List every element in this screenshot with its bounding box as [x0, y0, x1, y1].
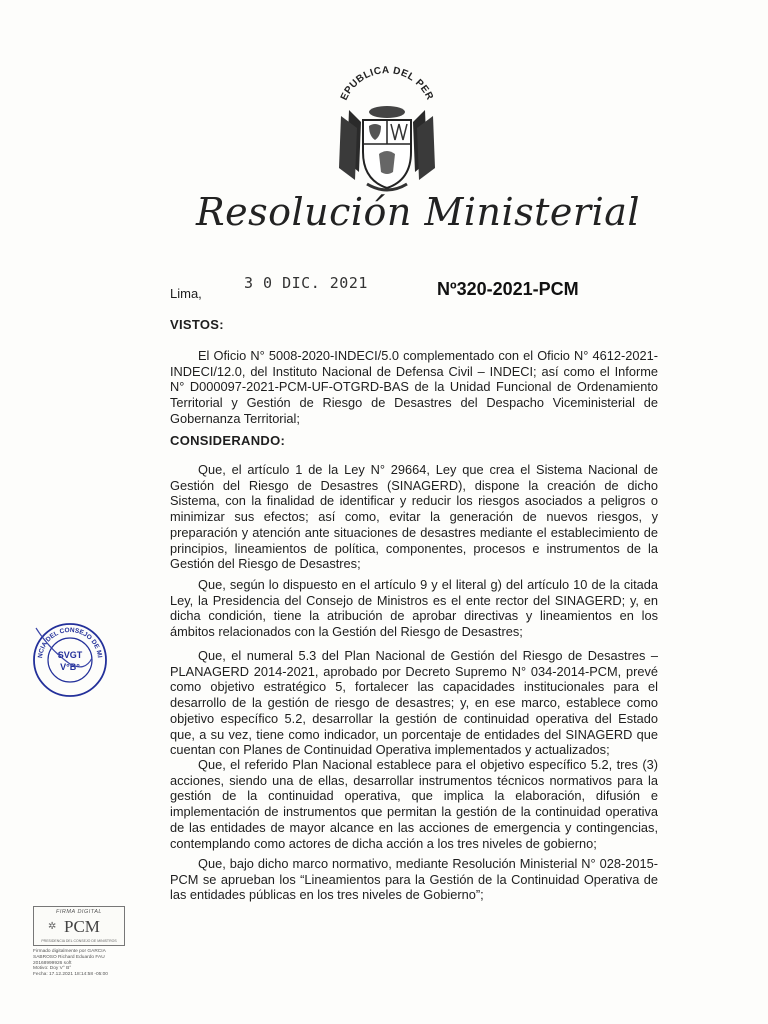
- seal-line-2: V°B°: [60, 662, 80, 672]
- seal-icon: [30, 620, 110, 700]
- coat-of-arms: [327, 62, 447, 197]
- heading-considerando: CONSIDERANDO:: [170, 433, 286, 448]
- paragraph-vistos: [170, 348, 658, 427]
- signature-label: FIRMA DIGITAL: [56, 909, 102, 915]
- signature-detail-line: Motivo: Doy V° B°: [33, 966, 72, 972]
- signature-detail-line: SABROSO Richard Eduardo FAU: [33, 954, 105, 960]
- paragraph-text: El Oficio N° 5008-2020-INDECI/5.0 complementado con el Oficio N° 4612-2021-INDECI/12.0, del Instituto Nacional de Defensa Civil – INDECI; así como el Informe N° D000097-2021-PCM-UF-OTGRD-BAS de la Unidad Funcional de Ordenamiento Territorial y Gestión de Riesgo de Desastres del Despacho Viceministerial de Gobernanza Territorial;: [170, 348, 658, 426]
- signature-detail-line: Firmado digitalmente por GARCIA: [33, 949, 106, 954]
- approval-seal: [30, 620, 110, 700]
- paragraph-text: Que, el numeral 5.3 del Plan Nacional de Gestión del Riesgo de Desastres – PLANAGERD 2014-2021, aprobado por Decreto Supremo N° 034-2014-PCM, prevé como objetivo estratégico 5, fortalecer las capacidades institucionales para el desarrollo de la gestión de riesgo de desastres; y, en ese marco, establece como objetivo específico 5.2, desarrollar la gestión de continuidad operativa del Estado que, a su vez, tiene como indicador, un porcentaje de entidades del SINAGERD que cuentan con Planes de Continuidad Operativa implementados y actualizados;: [170, 648, 658, 758]
- paragraph-4: [170, 757, 658, 851]
- seal-arc-text: NCIA DEL CONSEJO DE MI: [37, 626, 103, 659]
- paragraph-2: [170, 577, 658, 640]
- svg-text:REPUBLICA DEL PERU: [327, 62, 435, 102]
- signature-org: PCM: [64, 917, 100, 936]
- paragraph-3: [170, 648, 658, 758]
- signature-star-icon: ✲: [48, 921, 57, 932]
- paragraph-1: [170, 462, 658, 572]
- resolution-number: Nº320-2021-PCM: [437, 279, 579, 299]
- signature-detail-line: Fecha: 17.12.2021 18:14:58 -05:00: [33, 972, 108, 978]
- signature-details: [33, 949, 163, 978]
- paragraph-text: Que, según lo dispuesto en el artículo 9 y el literal g) del artículo 10 de la citada Ley, la Presidencia del Consejo de Ministros es el ente rector del SINAGERD; y, en dicha condición, tiene la atribución de aprobar directivas y lineamientos en los ámbitos relacionados con la Gestión del Riesgo de Desastres;: [170, 577, 658, 640]
- crest-arc-text: EPUBLICA DEL PER: [338, 65, 436, 103]
- signature-detail-line: 20168999926 soft: [33, 960, 72, 966]
- digital-signature-box: [33, 906, 125, 946]
- seal-line-1: SVGT: [57, 650, 83, 660]
- document-title: Resolución Ministerial: [196, 190, 641, 234]
- date-stamp: 3 0 DIC. 2021: [244, 274, 368, 292]
- coat-of-arms-icon: [327, 62, 447, 197]
- paragraph-text: Que, el artículo 1 de la Ley N° 29664, Ley que crea el Sistema Nacional de Gestión del Riesgo de Desastres (SINAGERD), dispone la creación de dicho Sistema, con la finalidad de identificar y reducir los riesgos asociados a peligros o minimizar sus efectos; así como, evitar la generación de nuevos riesgos, y preparación y atención ante situaciones de desastres mediante el establecimiento de principios, lineamientos de política, componentes, procesos e instrumentos de la Gestión del Riesgo de Desastres;: [170, 462, 658, 572]
- paragraph-text: Que, el referido Plan Nacional establece para el objetivo específico 5.2, tres (3) acciones, siendo una de ellas, desarrollar instrumentos técnicos normativos para la gestión de la continuidad operativa, que implica la elaboración, difusión e implementación de instrumentos que permitan la gestión de la continuidad operativa de las entidades de mayor alcance en las acciones de emergencia y contingencias, contemplando como actores de dicha acción a los tres niveles de gobierno;: [170, 757, 658, 851]
- heading-vistos: VISTOS:: [170, 317, 224, 332]
- place-label: Lima,: [170, 286, 202, 301]
- signature-subtext: PRESIDENCIA DEL CONSEJO DE MINISTROS: [41, 939, 117, 943]
- paragraph-text: Que, bajo dicho marco normativo, mediante Resolución Ministerial N° 028-2015-PCM se aprueban los “Lineamientos para la Gestión de la Continuidad Operativa de las entidades públicas en los tres niveles de Gobierno”;: [170, 856, 658, 903]
- paragraph-5: [170, 856, 658, 903]
